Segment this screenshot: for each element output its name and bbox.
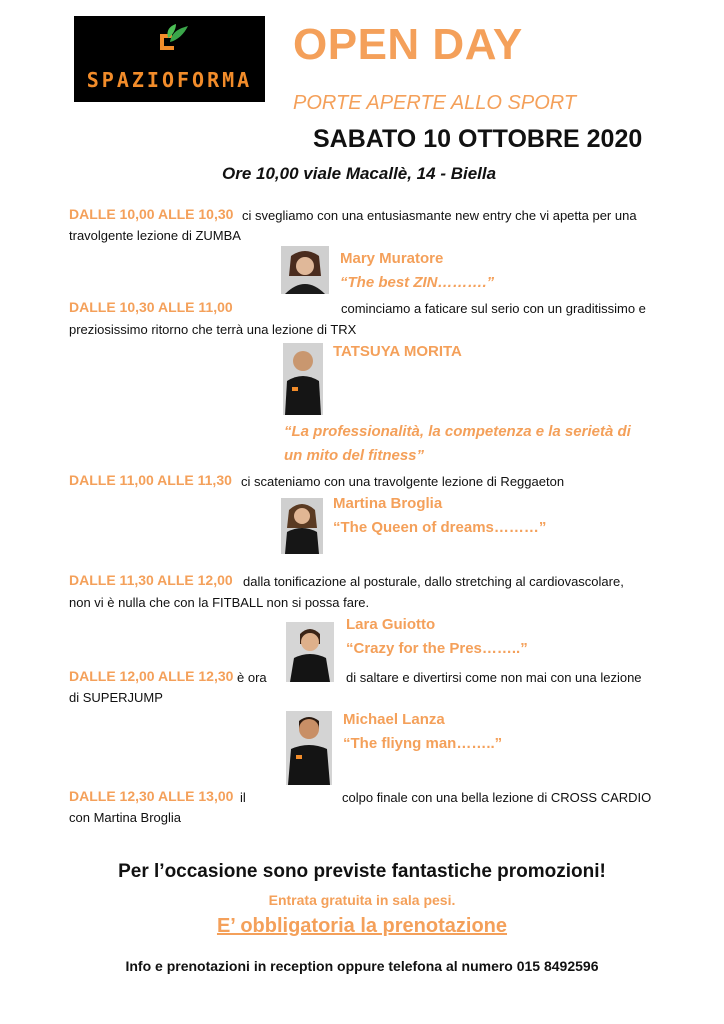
slot-time: DALLE 12,30 ALLE 13,00: [69, 788, 234, 804]
instructor-name: Martina Broglia: [333, 495, 443, 512]
instructor-quote: “The Queen of dreams………”: [333, 519, 547, 536]
slot-description-cont: travolgente lezione di ZUMBA: [69, 228, 241, 243]
slot-description: ci svegliamo con una entusiasmante new entry che vi apetta per una: [242, 208, 637, 223]
instructor-photo: [281, 246, 329, 294]
slot-time: DALLE 11,00 ALLE 11,30: [69, 472, 232, 488]
event-date: SABATO 10 OTTOBRE 2020: [313, 125, 643, 153]
logo-leaf-icon: [154, 24, 190, 56]
contact-info: Info e prenotazioni in reception oppure telefona al numero 015 8492596: [125, 958, 599, 974]
instructor-name: Mary Muratore: [340, 250, 444, 267]
instructor-quote: “Crazy for the Pres……..”: [346, 640, 528, 657]
slot-description-cont: non vi è nulla che con la FITBALL non si possa fare.: [69, 595, 370, 610]
instructor-photo: [286, 711, 332, 785]
event-venue: Ore 10,00 viale Macallè, 14 - Biella: [222, 164, 497, 183]
promo-free-entry: Entrata gratuita in sala pesi.: [268, 892, 456, 908]
instructor-photo: [283, 343, 323, 415]
slot-description: colpo finale con una bella lezione di CROSS CARDIO: [342, 790, 652, 805]
slot-time: DALLE 11,30 ALLE 12,00: [69, 572, 233, 588]
page-title: OPEN DAY: [293, 20, 523, 69]
instructor-quote: “La professionalità, la competenza e la serietà di: [284, 423, 631, 440]
promo-headline: Per l’occasione sono previste fantastiche promozioni!: [118, 861, 606, 882]
instructor-photo: [281, 498, 323, 554]
slot-description-cont: preziosissimo ritorno che terrà una lezione di TRX: [69, 322, 357, 337]
slot-description-cont: di SUPERJUMP: [69, 690, 163, 705]
slot-description: dalla tonificazione al posturale, dallo stretching al cardiovascolare,: [243, 574, 624, 589]
logo-brand-text: SPAZIOFORMA: [86, 68, 253, 92]
instructor-name: Lara Guiotto: [346, 616, 436, 633]
slot-time: DALLE 10,00 ALLE 10,30: [69, 206, 234, 222]
slot-description: ci scateniamo con una travolgente lezione di Reggaeton: [241, 474, 565, 489]
slot-time: DALLE 10,30 ALLE 11,00: [69, 299, 233, 315]
spazioforma-logo: [74, 16, 265, 102]
slot-description-cont: con Martina Broglia: [69, 810, 181, 825]
instructor-quote-cont: un mito del fitness”: [284, 447, 425, 464]
booking-required: E’ obbligatoria la prenotazione: [216, 915, 508, 937]
page-subtitle: PORTE APERTE ALLO SPORT: [293, 92, 577, 114]
instructor-name: Michael Lanza: [343, 711, 445, 728]
slot-connector: il: [240, 790, 246, 805]
instructor-photo: [286, 622, 334, 682]
slot-description: di saltare e divertirsi come non mai con una lezione: [346, 670, 642, 685]
slot-time: DALLE 12,00 ALLE 12,30: [69, 668, 234, 684]
instructor-name: TATSUYA MORITA: [333, 343, 462, 360]
slot-connector: è ora: [237, 670, 267, 685]
slot-description: cominciamo a faticare sul serio con un graditissimo e: [341, 301, 646, 316]
instructor-quote: “The fliyng man……..”: [343, 735, 503, 752]
instructor-quote: “The best ZIN……….”: [340, 274, 495, 291]
